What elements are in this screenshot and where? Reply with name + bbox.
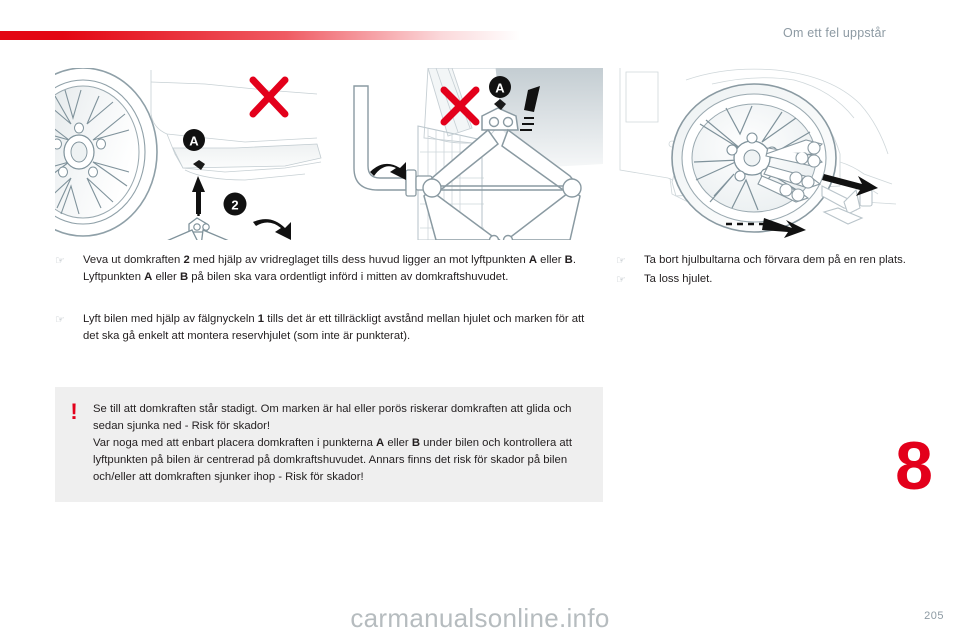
warning-paragraph: Se till att domkraften står stadigt. Om marken är hal eller porös riskerar domkraften att glida och sedan sjunka ned - Risk för skador! — [93, 403, 572, 432]
svg-text:A: A — [495, 80, 505, 96]
site-watermark: carmanualsonline.info — [350, 603, 610, 633]
list-item-text: Lyft bilen med hjälp av fälgnyckeln 1 tills det är ett tillräckligt avstånd mellan hjulet och marken för att det ska gå enkelt att montera reservhjulet (som inte är punkterat). — [83, 313, 585, 342]
list-item-text: Ta bort hjulbultarna och förvara dem på en ren plats. — [644, 254, 906, 266]
warning-text — [93, 401, 603, 486]
pointing-hand-icon: ☞ — [616, 255, 626, 267]
list-item — [616, 271, 906, 289]
illustration-jack-lift-point — [55, 68, 329, 240]
warning-exclamation-icon: ! — [70, 399, 78, 424]
illustration-wheel-bolts — [616, 62, 897, 240]
header-accent-rule — [0, 31, 520, 40]
instruction-list-remove-bolts — [616, 252, 906, 290]
pointing-hand-icon: ☞ — [616, 274, 626, 286]
list-item — [616, 252, 906, 270]
instruction-list-jack — [55, 252, 603, 287]
page-title: Om ett fel uppstår — [783, 26, 886, 40]
warning-paragraph: Var noga med att enbart placera domkraften i punkterna A eller B under bilen och kontrollera att lyftpunkten på bilen är centrerad på domkraftshuvudet. Annars finns det risk för skador på bilen och/eller att domkraften sjunker ihop - Risk för skador! — [93, 437, 572, 483]
svg-text:A: A — [189, 133, 199, 149]
pointing-hand-icon: ☞ — [55, 314, 65, 326]
list-item-text: Veva ut domkraften 2 med hjälp av vridreglaget tills dess huvud ligger an mot lyftpunkten A eller B. Lyftpunkten A eller B på bilen ska vara ordentligt införd i mitten av domkraftshuvudet. — [83, 254, 576, 283]
page-number: 205 — [924, 610, 944, 622]
chapter-number-marker: 8 — [895, 428, 932, 504]
svg-text:2: 2 — [231, 197, 239, 213]
instruction-list-lift — [55, 311, 603, 346]
list-item-text: Ta loss hjulet. — [644, 273, 713, 285]
pointing-hand-icon: ☞ — [55, 255, 65, 267]
illustration-jack-raised — [332, 68, 603, 240]
warning-panel — [55, 387, 603, 502]
list-item — [55, 311, 603, 345]
list-item — [55, 252, 603, 286]
